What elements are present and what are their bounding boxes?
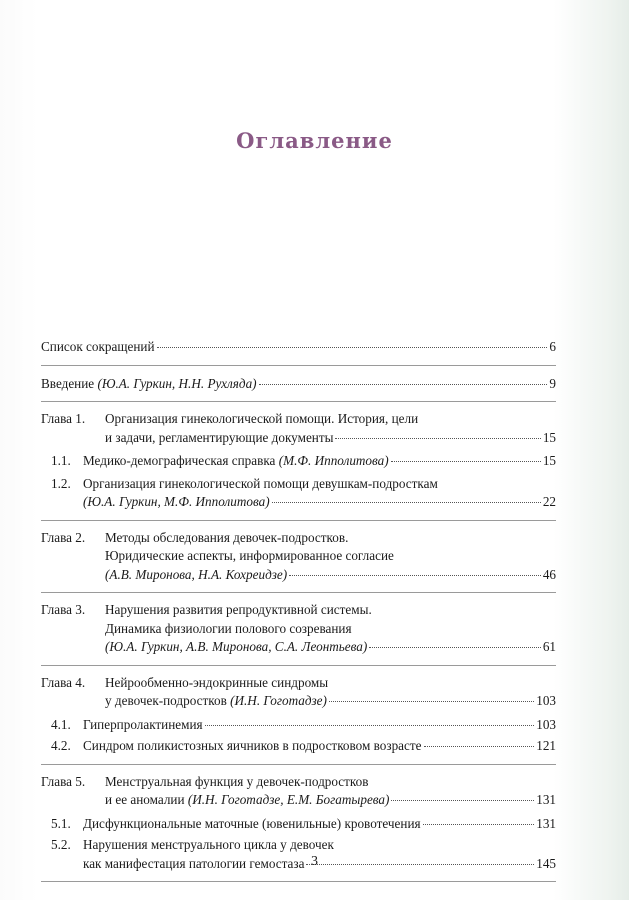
page-title: Оглавление xyxy=(236,128,393,153)
toc-page-number: 22 xyxy=(542,494,556,509)
divider xyxy=(41,665,556,666)
toc-entry-authors: (Ю.А. Гуркин, Н.Н. Рухляда) xyxy=(97,375,257,391)
toc-page-number: 46 xyxy=(542,566,556,582)
toc-entry-text: Организация гинекологической помощи девушкам-подросткам xyxy=(83,475,438,491)
divider xyxy=(41,520,556,521)
divider xyxy=(41,881,556,882)
toc-entry-introduction[interactable] xyxy=(41,375,556,394)
chapter-number: Глава 3. xyxy=(41,602,86,617)
toc-entry-text: Синдром поликистозных яичников в подростковом возрасте xyxy=(83,738,422,753)
divider xyxy=(41,764,556,765)
chapter-number: Глава 5. xyxy=(41,773,86,789)
toc-entry-chapter-3[interactable] xyxy=(41,601,556,657)
leader-dots xyxy=(205,725,535,726)
divider xyxy=(41,592,556,593)
leader-dots xyxy=(423,824,535,825)
toc-entry-section-1-1[interactable] xyxy=(41,452,556,471)
toc-entry-section-4-2[interactable] xyxy=(41,737,556,756)
toc-entry-text: как манифестация патологии гемостаза xyxy=(83,855,305,871)
toc-entry-authors: (А.В. Миронова, Н.А. Кохреидзе) xyxy=(105,566,288,582)
toc-entry-chapter-1[interactable] xyxy=(41,410,556,447)
toc-entry-text: Нейрообменно-эндокринные синдромы xyxy=(105,674,329,690)
toc-page-number: 15 xyxy=(542,453,556,468)
divider xyxy=(41,401,556,402)
leader-dots xyxy=(391,800,534,801)
toc-entry-text: Менструальная функция у девочек-подростков xyxy=(105,773,369,789)
leader-dots xyxy=(335,438,540,439)
toc-entry-text: Организация гинекологической помощи. История, цели xyxy=(105,411,419,426)
table-of-contents xyxy=(41,338,556,882)
leader-dots xyxy=(329,701,534,702)
divider xyxy=(41,365,556,366)
toc-entry-text: у девочек-подростков xyxy=(105,693,231,708)
toc-page-number: 61 xyxy=(542,639,556,654)
toc-entry-chapter-2[interactable] xyxy=(41,529,556,585)
leader-dots xyxy=(272,502,541,503)
toc-entry-chapter-5[interactable] xyxy=(41,773,556,810)
section-number: 5.1. xyxy=(51,815,71,831)
toc-entry-authors: (И.Н. Гоготадзе, Е.М. Богатырева) xyxy=(187,792,390,807)
leader-dots xyxy=(391,461,541,462)
toc-entry-section-1-2[interactable] xyxy=(41,475,556,512)
toc-page-number: 15 xyxy=(542,429,556,445)
toc-entry-text: и ее аномалии xyxy=(105,792,188,807)
section-number: 1.1. xyxy=(51,453,71,468)
leader-dots xyxy=(289,575,541,576)
leader-dots xyxy=(369,647,541,648)
leader-dots xyxy=(259,384,548,385)
toc-entry-text: и задачи, регламентирующие документы xyxy=(105,429,334,445)
toc-entry-text: Медико-демографическая справка xyxy=(83,453,279,468)
toc-entry-authors: (Ю.А. Гуркин, А.В. Миронова, С.А. Леонтьева) xyxy=(105,639,368,654)
toc-entry-authors: (Ю.А. Гуркин, М.Ф. Ипполитова) xyxy=(83,494,270,509)
toc-entry-authors: (М.Ф. Ипполитова) xyxy=(278,453,389,468)
toc-page-number: 131 xyxy=(536,792,556,807)
page-number: 3 xyxy=(311,854,318,869)
toc-page-number: 145 xyxy=(536,855,556,871)
toc-page-number: 121 xyxy=(536,738,556,753)
section-number: 5.2. xyxy=(51,837,71,852)
toc-entry-text: Юридические аспекты, информированное согласие xyxy=(105,548,394,563)
toc-entry-chapter-4[interactable] xyxy=(41,674,556,711)
toc-entry-abbreviations[interactable] xyxy=(41,338,556,357)
toc-page-number: 9 xyxy=(549,375,556,391)
toc-entry-text: Динамика физиологии полового созревания xyxy=(105,620,352,636)
toc-page-number: 6 xyxy=(549,339,556,354)
chapter-number: Глава 1. xyxy=(41,411,86,426)
section-number: 4.2. xyxy=(51,738,71,753)
toc-entry-text: Гиперпролактинемия xyxy=(83,716,203,732)
toc-entry-section-5-1[interactable] xyxy=(41,815,556,834)
toc-entry-text: Список сокращений xyxy=(41,339,155,354)
toc-page-number: 131 xyxy=(536,815,556,831)
toc-entry-section-4-1[interactable] xyxy=(41,716,556,735)
toc-entry-text: Нарушения менструального цикла у девочек xyxy=(83,837,334,852)
chapter-number: Глава 2. xyxy=(41,529,86,545)
leader-dots xyxy=(424,746,535,747)
toc-page-number: 103 xyxy=(536,716,556,732)
toc-entry-text: Дисфункциональные маточные (ювенильные) кровотечения xyxy=(83,815,421,831)
toc-entry-text: Введение xyxy=(41,375,98,391)
toc-page-number: 103 xyxy=(536,693,556,708)
leader-dots xyxy=(157,347,548,348)
section-number: 1.2. xyxy=(51,475,71,491)
toc-entry-text: Методы обследования девочек-подростков. xyxy=(105,529,349,545)
section-number: 4.1. xyxy=(51,716,71,732)
toc-entry-authors: (И.Н. Гоготадзе) xyxy=(230,693,327,708)
chapter-number: Глава 4. xyxy=(41,674,86,690)
toc-entry-text: Нарушения развития репродуктивной системы. xyxy=(105,602,372,617)
